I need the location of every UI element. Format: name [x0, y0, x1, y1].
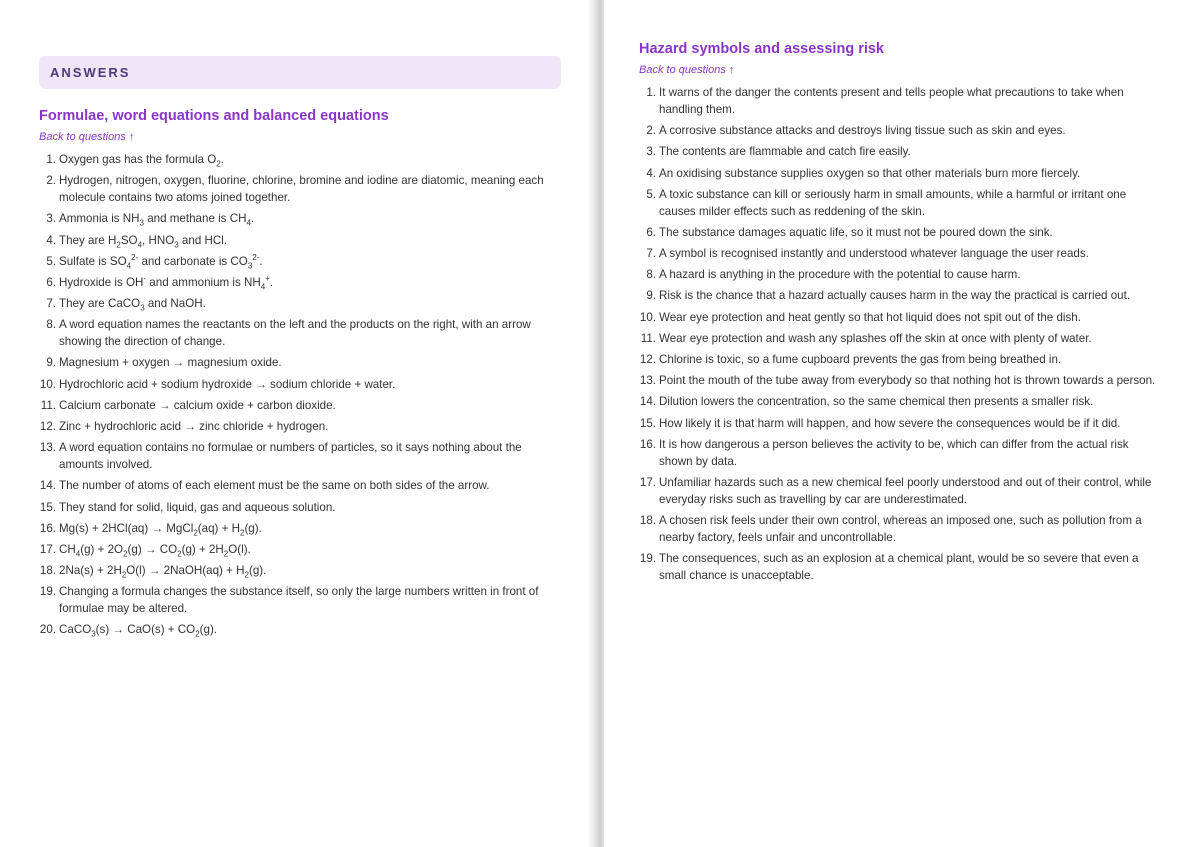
list-item	[39, 398, 549, 415]
list-item-text: Chlorine is toxic, so a fume cupboard prevents the gas from being breathed in.	[659, 353, 1062, 367]
list-item-text: CaCO$_3$(s) → $CaO(s) + CO_2(g)$.	[59, 623, 218, 639]
list-item	[39, 440, 549, 474]
list-item	[39, 542, 549, 559]
back-to-questions-link-right[interactable]	[639, 64, 734, 76]
list-item-number: 18.	[639, 514, 656, 528]
list-item-number: 20.	[39, 623, 56, 637]
list-item-number: 5.	[646, 187, 656, 201]
list-item-number: 7.	[46, 297, 56, 311]
list-item-number: 3.	[46, 212, 56, 226]
list-item-text: A hazard is anything in the procedure with the potential to cause harm.	[659, 268, 1021, 282]
list-item	[639, 416, 1159, 433]
list-item	[39, 355, 549, 372]
list-item-text: Dilution lowers the concentration, so the same chemical then presents a smaller risk.	[659, 395, 1094, 409]
list-item-number: 8.	[46, 318, 56, 332]
list-item	[639, 85, 1159, 119]
list-item-text: The substance damages aquatic life, so it must not be poured down the sink.	[659, 225, 1053, 239]
list-item	[639, 475, 1159, 509]
list-item-number: 17.	[639, 475, 656, 489]
list-item-text: Wear eye protection and heat gently so that hot liquid does not spit out of the dish.	[659, 310, 1081, 324]
list-item-text: Hydroxide is OH- and ammonium is $NH_4^+$.	[59, 274, 274, 292]
list-item	[39, 152, 549, 169]
list-item-number: 17.	[39, 542, 56, 556]
up-arrow-icon: ↑	[128, 131, 135, 143]
list-item-number: 4.	[46, 233, 56, 247]
list-item-number: 10.	[39, 377, 56, 391]
list-item-number: 4.	[646, 166, 656, 180]
list-item-number: 11.	[640, 331, 656, 345]
list-item	[639, 551, 1159, 585]
up-arrow-icon: ↑	[728, 64, 735, 76]
list-item-text: How likely it is that harm will happen, and how severe the consequences would be if it did.	[659, 416, 1121, 430]
list-item	[639, 187, 1159, 221]
back-link-label[interactable]: Back to questions	[639, 64, 726, 76]
list-item-number: 12.	[39, 420, 56, 434]
list-item-number: 14.	[39, 479, 56, 493]
list-item-text: $2Na(s) + 2H_2O(l)$ → 2NaOH(aq) + $H_2(g)$.	[59, 564, 267, 580]
list-item-number: 1.	[46, 153, 56, 166]
list-item	[39, 233, 549, 250]
list-item-number: 2.	[46, 174, 56, 188]
list-item-number: 5.	[46, 254, 56, 268]
back-to-questions-link-left[interactable]	[39, 131, 134, 143]
list-item-text: A toxic substance can kill or seriously harm in small amounts, while a harmful or irritant one causes milder effects such as reddening of the skin.	[659, 187, 1127, 218]
list-item-text: An oxidising substance supplies oxygen so that other materials burn more fiercely.	[659, 166, 1081, 180]
list-item	[39, 296, 549, 313]
list-item	[39, 173, 549, 207]
list-item-text: A word equation names the reactants on the left and the products on the right, with an arrow showing the direction of change.	[59, 318, 531, 349]
list-item-text: It warns of the danger the contents present and tells people what precautions to take when handling them.	[659, 86, 1124, 116]
list-item	[639, 373, 1159, 390]
list-item	[39, 254, 549, 271]
list-item	[639, 246, 1159, 263]
list-item	[39, 563, 549, 580]
list-item-text: They are CaCO$_3$ and NaOH.	[59, 297, 206, 313]
formulae-answers-list	[39, 152, 549, 644]
list-item-number: 13.	[639, 374, 656, 388]
list-item-text: It is how dangerous a person believes the activity to be, which can differ from the actual risk shown by data.	[659, 437, 1129, 468]
list-item-number: 13.	[39, 441, 56, 455]
hazard-answers-list	[639, 85, 1159, 589]
list-item-number: 9.	[46, 356, 56, 370]
list-item-text: Risk is the chance that a hazard actually causes harm in the way the practical is carried out.	[659, 289, 1131, 303]
list-item-text: Hydrogen, nitrogen, oxygen, fluorine, chlorine, bromine and iodine are diatomic, meaning each molecule contains two atoms joined together.	[59, 174, 544, 205]
list-item-number: 15.	[639, 416, 656, 430]
list-item-text: Unfamiliar hazards such as a new chemical feel poorly understood and out of their control, while everyday risks such as travelling by car are underestimated.	[659, 475, 1152, 506]
list-item	[39, 500, 549, 517]
list-item-text: The contents are flammable and catch fire easily.	[659, 145, 911, 159]
list-item	[39, 478, 549, 495]
list-item-number: 11.	[40, 398, 56, 412]
list-item-text: Zinc + hydrochloric acid → zinc chloride + hydrogen.	[59, 420, 329, 434]
list-item-number: 3.	[646, 145, 656, 159]
list-item-number: 19.	[639, 552, 656, 566]
list-item	[639, 166, 1159, 183]
list-item-text: Mg(s) + 2HCl(aq) → MgCl$_2$(aq) + $H_2(g)$.	[59, 521, 262, 538]
list-item-number: 8.	[646, 268, 656, 282]
list-item	[639, 225, 1159, 242]
list-item-text: The consequences, such as an explosion at a chemical plant, would be so severe that even a small chance is unacceptable.	[659, 552, 1139, 583]
list-item	[639, 437, 1159, 471]
list-item-text: The number of atoms of each element must be the same on both sides of the arrow.	[59, 479, 490, 493]
list-item	[39, 622, 549, 639]
list-item-number: 10.	[639, 310, 656, 324]
list-item	[639, 288, 1159, 305]
list-item-number: 6.	[46, 275, 56, 289]
list-item-number: 16.	[39, 521, 56, 535]
list-item-text: Wear eye protection and wash any splashes off the skin at once with plenty of water.	[659, 331, 1092, 345]
list-item	[639, 331, 1159, 348]
list-item	[39, 211, 549, 228]
list-item-number: 15.	[39, 500, 56, 514]
list-item	[639, 267, 1159, 284]
list-item	[39, 419, 549, 436]
answers-banner	[39, 56, 561, 89]
list-item-text: Sulfate is $SO_4^{2-}$ and carbonate is $CO_3^{2-}$.	[59, 252, 263, 271]
list-item	[639, 144, 1159, 161]
list-item-number: 18.	[39, 564, 56, 578]
list-item-number: 1.	[646, 86, 656, 99]
list-item	[39, 275, 549, 292]
list-item	[639, 123, 1159, 140]
list-item-text: Ammonia is $NH_3$ and methane is $CH_4$.	[59, 212, 255, 228]
list-item-text: Point the mouth of the tube away from everybody so that nothing hot is thrown towards a person.	[659, 374, 1156, 388]
list-item	[39, 521, 549, 538]
list-item-number: 9.	[646, 289, 656, 303]
section-title-hazard: Hazard symbols and assessing risk	[639, 41, 884, 57]
list-item-text: They are $H_2SO_4$, $HNO_3$ and HCl.	[59, 233, 228, 249]
list-item-number: 6.	[646, 225, 656, 239]
list-item-text: A word equation contains no formulae or numbers of particles, so it says nothing about the amounts involved.	[59, 441, 522, 472]
list-item-text: Magnesium + oxygen → magnesium oxide.	[59, 356, 282, 370]
back-link-label[interactable]: Back to questions	[39, 131, 126, 143]
list-item-number: 16.	[639, 437, 656, 451]
list-item	[39, 317, 549, 351]
list-item-text: Oxygen gas has the formula $O_2$.	[59, 153, 224, 169]
list-item	[639, 352, 1159, 369]
list-item-number: 14.	[639, 395, 656, 409]
list-item-text: They stand for solid, liquid, gas and aqueous solution.	[59, 500, 336, 514]
list-item	[639, 310, 1159, 327]
list-item-text: Calcium carbonate → calcium oxide + carbon dioxide.	[59, 398, 336, 412]
list-item	[39, 584, 549, 618]
section-title-formulae: Formulae, word equations and balanced equations	[39, 108, 389, 124]
list-item-number: 19.	[39, 585, 56, 599]
list-item	[39, 377, 549, 394]
list-item-number: 12.	[639, 353, 656, 367]
list-item-text: A corrosive substance attacks and destroys living tissue such as skin and eyes.	[659, 124, 1066, 138]
list-item-text: A symbol is recognised instantly and understood whatever language the user reads.	[659, 247, 1089, 261]
list-item	[639, 394, 1159, 411]
list-item	[639, 513, 1159, 547]
list-item-text: Hydrochloric acid + sodium hydroxide → sodium chloride + water.	[59, 377, 396, 391]
list-item-number: 2.	[646, 124, 656, 138]
list-item-number: 7.	[646, 247, 656, 261]
answers-heading: ANSWERS	[50, 65, 131, 80]
list-item-text: $CH_4(g) + 2O_2(g) \to CO_2(g) + 2H_2O(l)$.	[59, 542, 251, 559]
list-item-text: A chosen risk feels under their own control, whereas an imposed one, such as pollution from a nearby factory, feels unfair and uncontrollable.	[659, 514, 1142, 544]
list-item-text: Changing a formula changes the substance itself, so only the large numbers written in front of formulae may be altered.	[59, 585, 539, 616]
